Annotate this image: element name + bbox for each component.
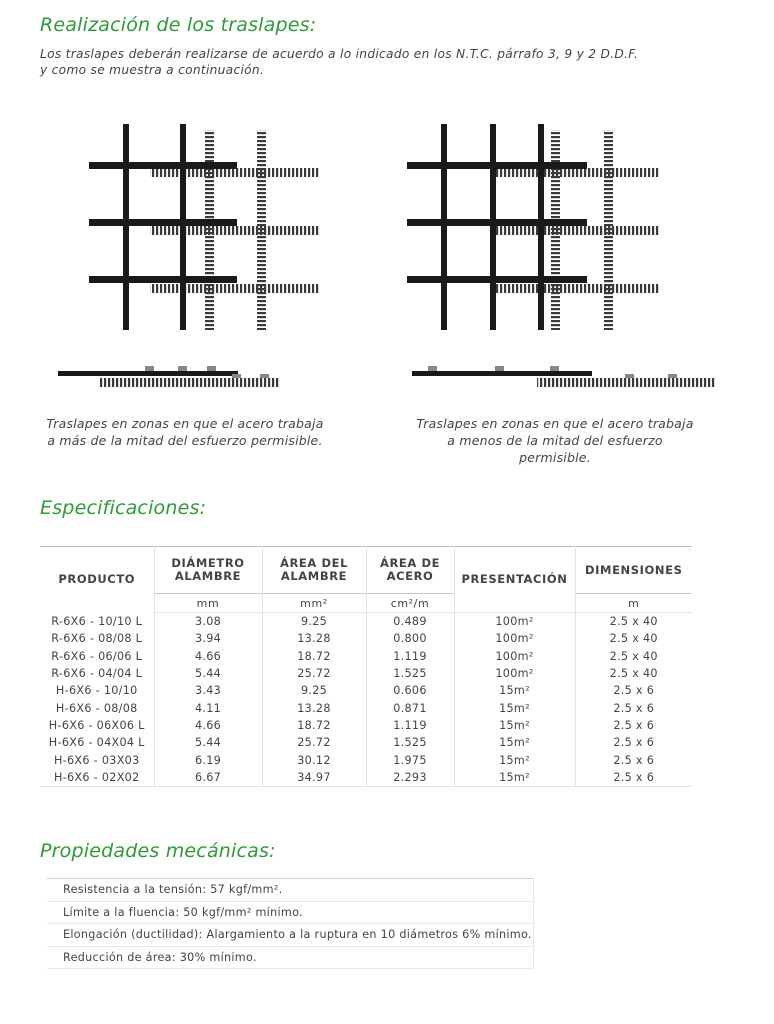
diagram-right [407, 124, 715, 387]
mechanical-properties-list [47, 878, 534, 969]
table-header-row [40, 547, 692, 594]
section-title-propiedades: Propiedades mecánicas: [40, 840, 276, 862]
header-presentacion: PRESENTACIÓN [454, 547, 575, 613]
intro-line-2: y como se muestra a continuación. [40, 63, 265, 77]
specifications-table [40, 546, 692, 787]
list-item: Resistencia a la tensión: 57 kgf/mm². [47, 879, 534, 902]
table-row: H-6X6 - 04X04 L 5.44 25.72 1.525 15m² 2.5 x 6 [40, 734, 692, 751]
unit-dimensiones: m [575, 594, 692, 613]
table-row: H-6X6 - 08/08 4.11 13.28 0.871 15m² 2.5 x 6 [40, 699, 692, 716]
header-area-acero: ÁREA DE ACERO [366, 547, 454, 594]
table-row: R-6X6 - 10/10 L 3.08 9.25 0.489 100m² 2.5 x 40 [40, 613, 692, 631]
unit-area-acero: cm²/m [366, 594, 454, 613]
diagram-left [58, 124, 320, 387]
table-row: R-6X6 - 06/06 L 4.66 18.72 1.119 100m² 2.5 x 40 [40, 648, 692, 665]
table-row: H-6X6 - 06X06 L 4.66 18.72 1.119 15m² 2.5 x 6 [40, 717, 692, 734]
table-row: H-6X6 - 02X02 6.67 34.97 2.293 15m² 2.5 x 6 [40, 769, 692, 787]
caption-left: Traslapes en zonas en que el acero trabaja a más de la mitad del esfuerzo permisible. [46, 416, 324, 448]
table-row: H-6X6 - 03X03 6.19 30.12 1.975 15m² 2.5 x 6 [40, 751, 692, 768]
header-diametro: DIÁMETRO ALAMBRE [154, 547, 262, 594]
caption-right: Traslapes en zonas en que el acero trabaja a menos de la mitad del esfuerzo permisible. [416, 416, 694, 465]
list-item: Reducción de área: 30% mínimo. [47, 947, 534, 970]
list-item: Elongación (ductilidad): Alargamiento a la ruptura en 10 diámetros 6% mínimo. [47, 924, 534, 947]
header-producto: PRODUCTO [40, 547, 154, 613]
header-dimensiones: DIMENSIONES [575, 547, 692, 594]
unit-area-alambre: mm² [262, 594, 366, 613]
section-title-traslapes: Realización de los traslapes: [40, 14, 317, 36]
table-row: H-6X6 - 10/10 3.43 9.25 0.606 15m² 2.5 x 6 [40, 682, 692, 699]
section-title-especificaciones: Especificaciones: [40, 497, 207, 519]
table-row: R-6X6 - 04/04 L 5.44 25.72 1.525 100m² 2.5 x 40 [40, 665, 692, 682]
table-row: R-6X6 - 08/08 L 3.94 13.28 0.800 100m² 2.5 x 40 [40, 630, 692, 647]
list-item: Límite a la fluencia: 50 kgf/mm² mínimo. [47, 902, 534, 925]
intro-line-1: Los traslapes deberán realizarse de acuerdo a lo indicado en los N.T.C. párrafo 3, 9 y 2 D.D.F. [40, 47, 639, 61]
unit-diametro: mm [154, 594, 262, 613]
lap-splice-diagrams [0, 0, 774, 400]
header-area-alambre: ÁREA DEL ALAMBRE [262, 547, 366, 594]
